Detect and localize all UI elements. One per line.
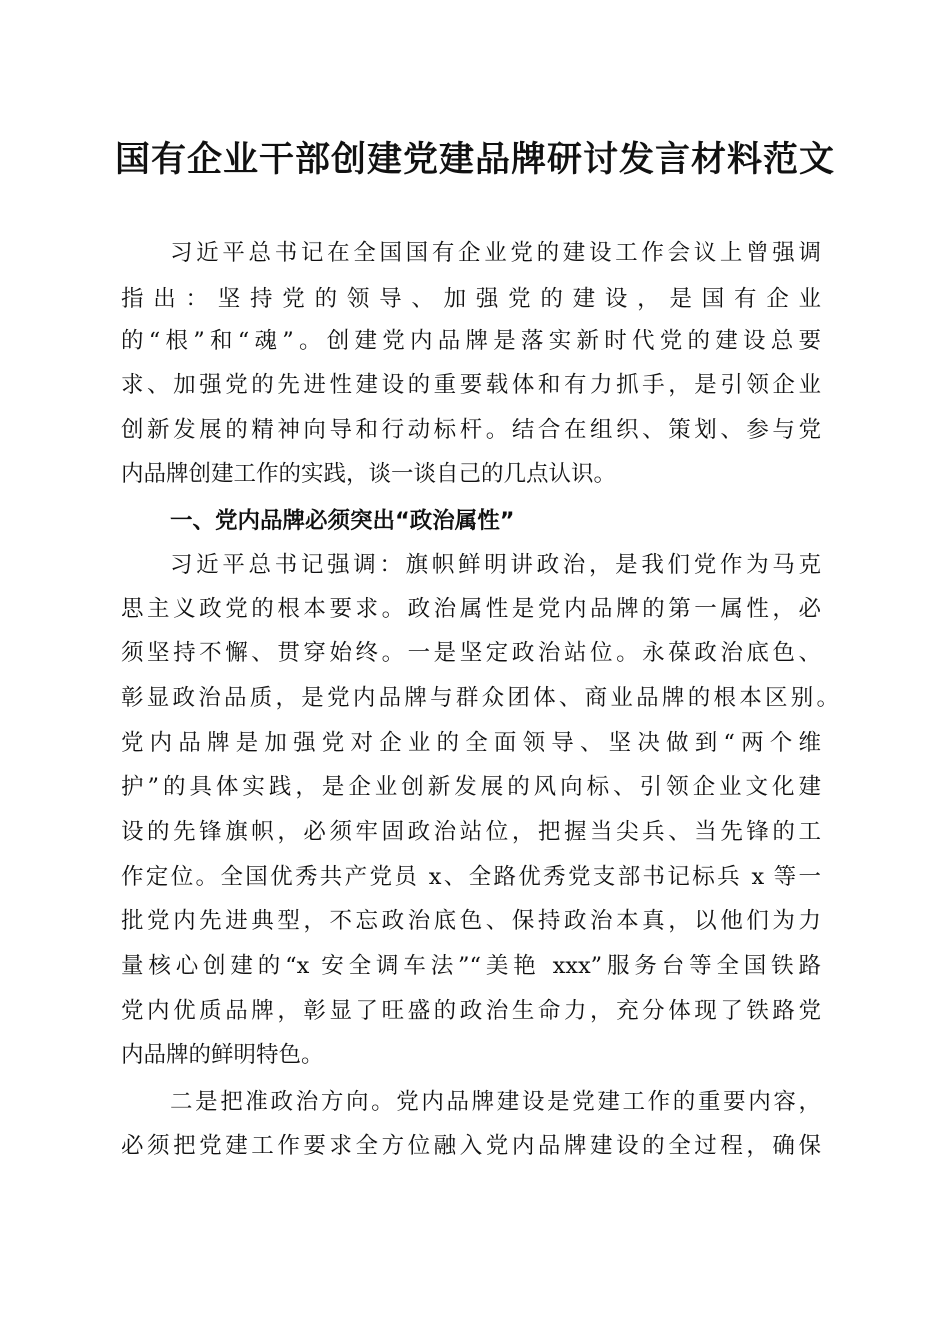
document-title: 国有企业干部创建党建品牌研讨发言材料范文	[114, 139, 835, 180]
paragraph-line: 须坚持不懈、贯穿始终。一是坚定政治站位。永葆政治底色、	[121, 640, 821, 666]
section-heading: 一、党内品牌必须突出“政治属性”	[170, 508, 515, 534]
paragraph-line: 二是把准政治方向。党内品牌建设是党建工作的重要内容，	[170, 1089, 821, 1115]
paragraph-line: 创新发展的精神向导和行动标杆。结合在组织、策划、参与党	[121, 417, 821, 443]
paragraph-line: 批党内先进典型，不忘政治底色、保持政治本真，以他们为力	[121, 908, 821, 934]
paragraph-line: 彰显政治品质，是党内品牌与群众团体、商业品牌的根本区别。	[121, 685, 839, 711]
paragraph-line: 习近平总书记强调：旗帜鲜明讲政治，是我们党作为马克	[170, 552, 821, 578]
paragraph-line: 作定位。全国优秀共产党员 x、全路优秀党支部书记标兵 x 等一	[121, 864, 821, 890]
paragraph-line: 习近平总书记在全国国有企业党的建设工作会议上曾强调	[170, 240, 821, 266]
paragraph-line: 党内优质品牌，彰显了旺盛的政治生命力，充分体现了铁路党	[121, 998, 821, 1024]
paragraph-line: 内品牌创建工作的实践，谈一谈自己的几点认识。	[121, 461, 617, 487]
paragraph-line: 设的先锋旗帜，必须牢固政治站位，把握当尖兵、当先锋的工	[121, 819, 821, 845]
paragraph-line: 内品牌的鲜明特色。	[121, 1042, 324, 1068]
paragraph-line: 量核心创建的“x 安全调车法”“美艳 xxx”服务台等全国铁路	[121, 953, 821, 979]
paragraph-line: 求、加强党的先进性建设的重要载体和有力抓手，是引领企业	[121, 372, 821, 398]
paragraph-line: 必须把党建工作要求全方位融入党内品牌建设的全过程，确保	[121, 1133, 821, 1159]
paragraph-line: 党内品牌是加强党对企业的全面领导、坚决做到“两个维	[121, 730, 821, 756]
paragraph-line: 思主义政党的根本要求。政治属性是党内品牌的第一属性，必	[121, 596, 821, 622]
paragraph-line: 护”的具体实践，是企业创新发展的风向标、引领企业文化建	[121, 774, 821, 800]
paragraph-line: 的“根”和“魂”。创建党内品牌是落实新时代党的建设总要	[121, 328, 821, 354]
paragraph-line: 指出：坚持党的领导、加强党的建设，是国有企业	[121, 286, 821, 312]
